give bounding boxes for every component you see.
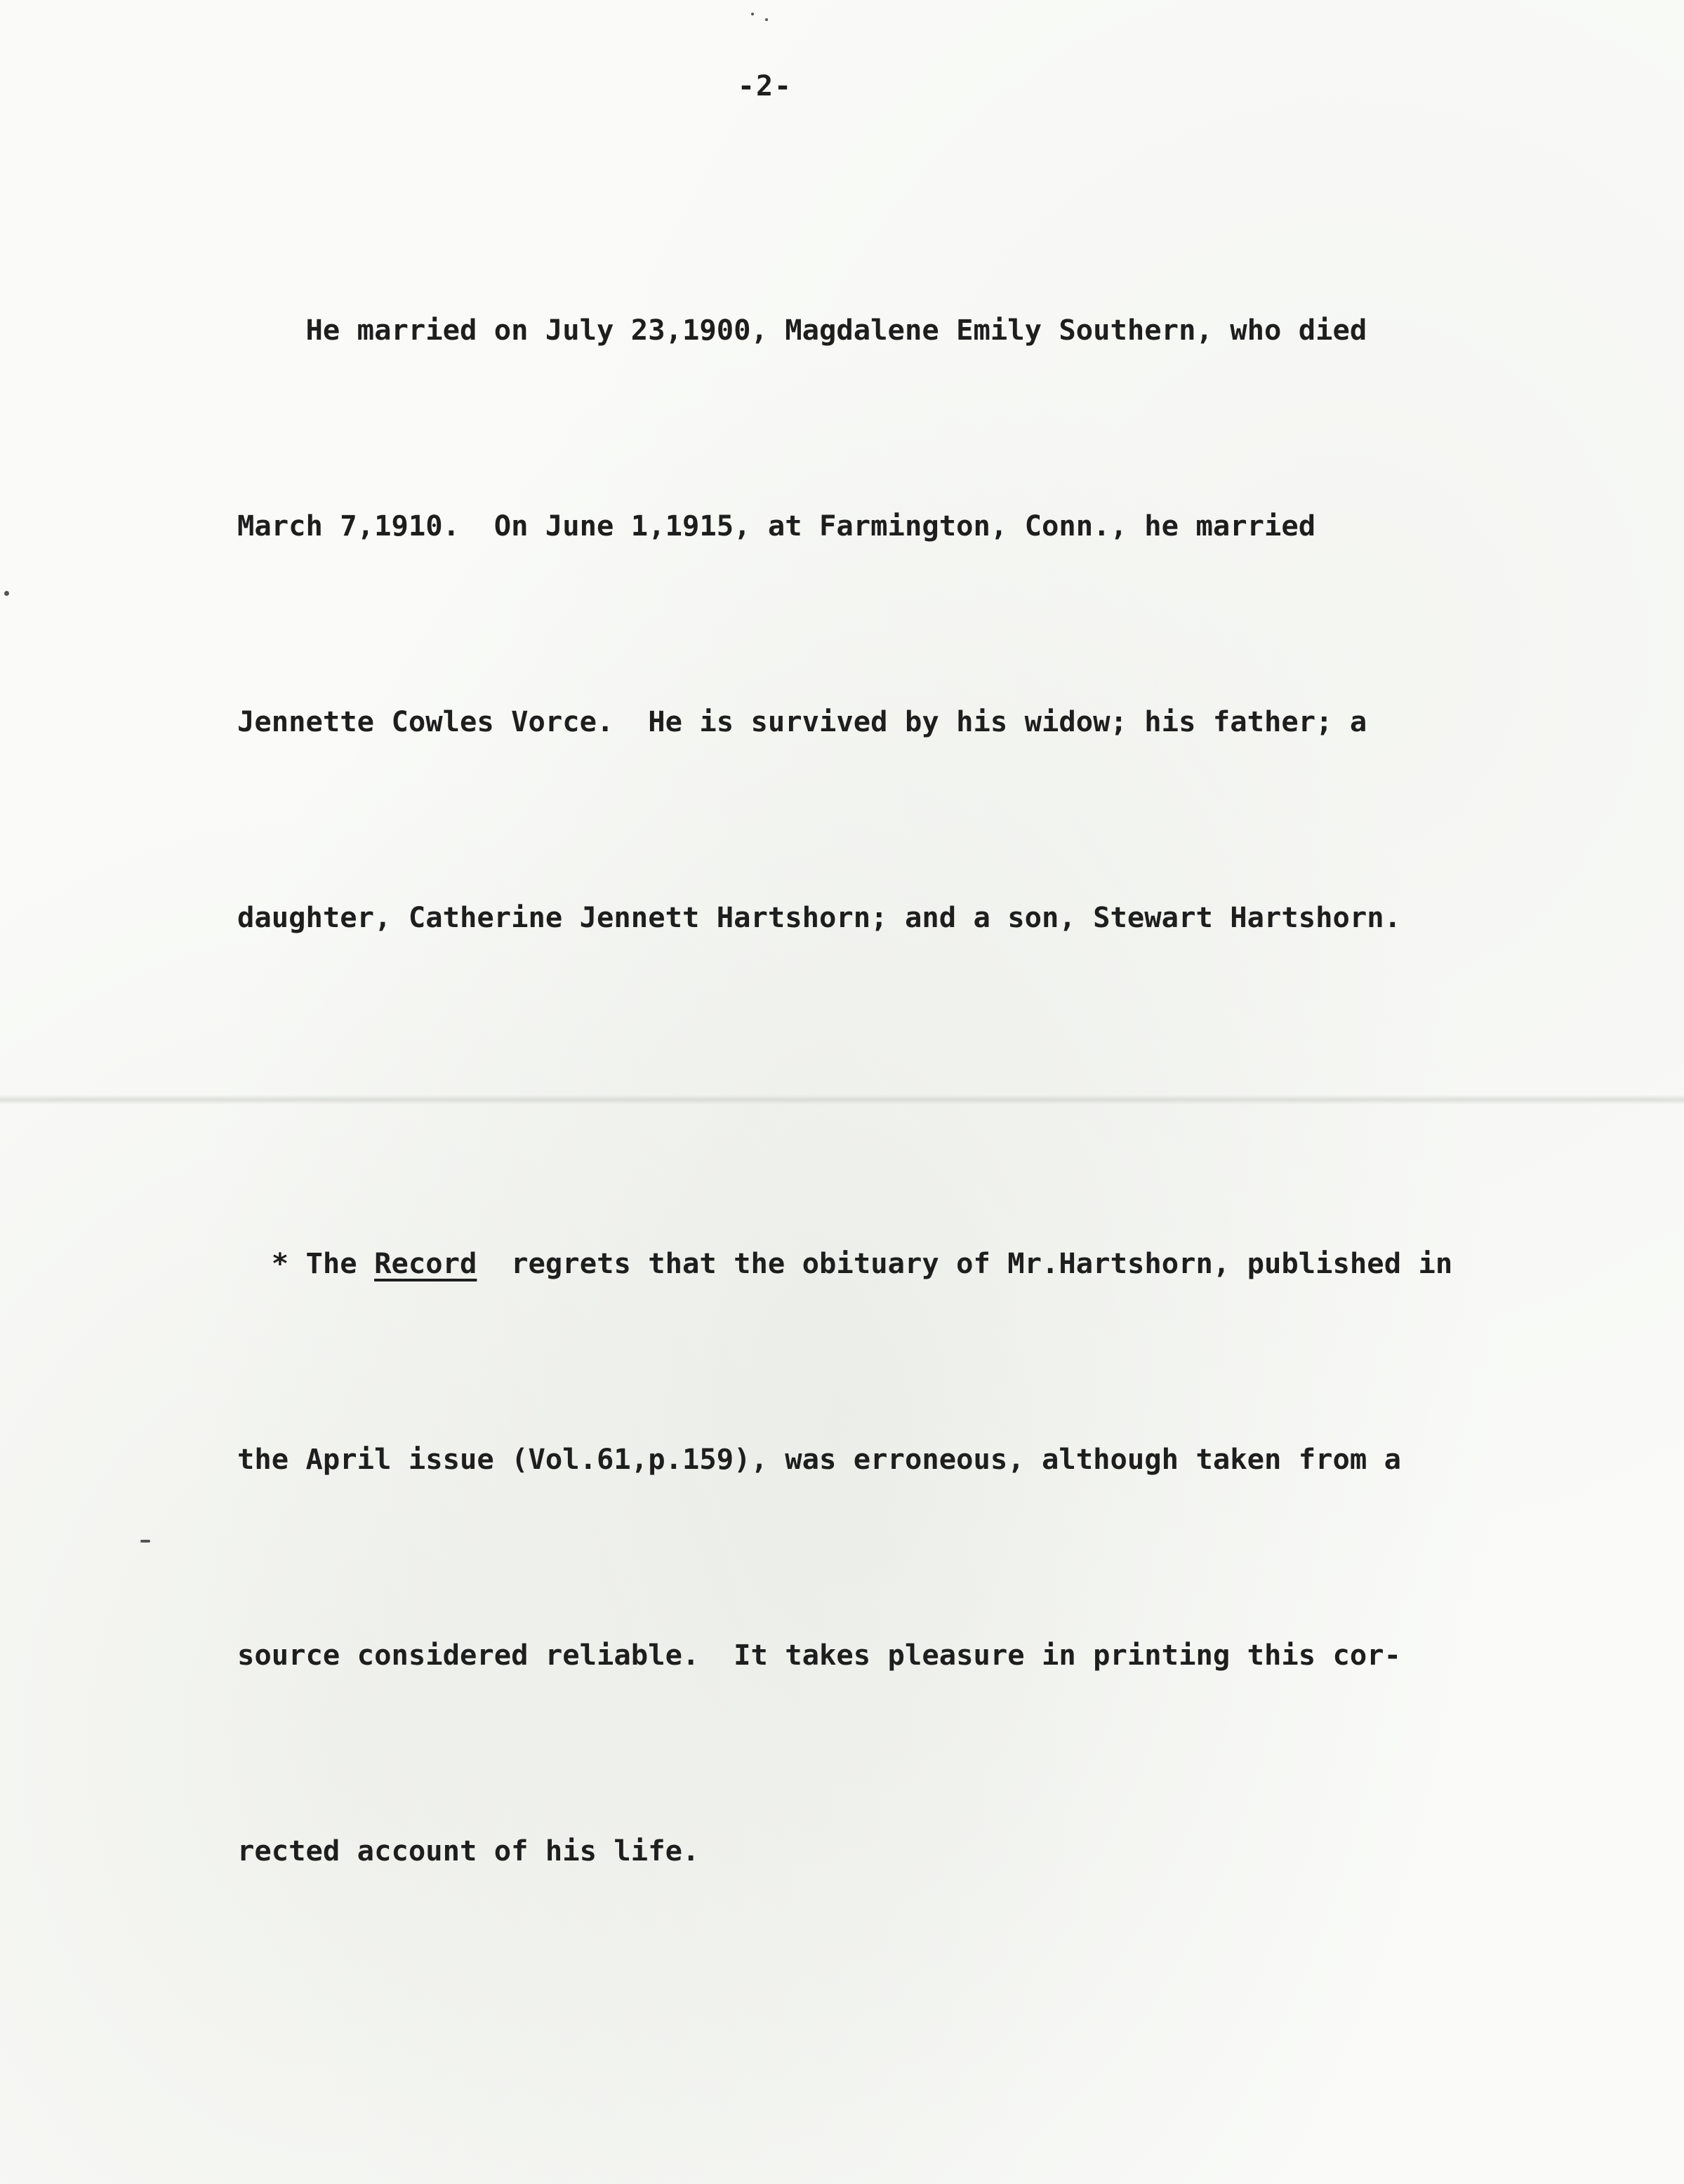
paragraph-line: daughter, Catherine Jennett Hartshorn; and a son, Stewart Hartshorn. [237,900,1402,934]
paragraph-line: He married on July 23,1900, Magdalene Emily Southern, who died [237,313,1367,347]
record-underlined: Record [374,1246,477,1280]
ink-speck [765,18,768,21]
page-number: -2- [737,70,793,102]
note-prefix: * The [237,1246,375,1280]
correction-note [237,1100,1452,1949]
note-suffix: regrets that the obituary of Mr.Hartshorn, published in [477,1246,1453,1280]
note-line: the April issue (Vol.61,p.159), was erroneous, although taken from a [237,1442,1402,1476]
ink-speck [751,13,754,15]
marriage-paragraph [237,167,1401,1016]
ink-speck [4,591,9,596]
paragraph-line: Jennette Cowles Vorce. He is survived by his widow; his father; a [237,705,1367,738]
ink-speck [140,1540,150,1543]
note-line: rected account of his life. [237,1834,700,1867]
paragraph-line: March 7,1910. On June 1,1915, at Farmington, Conn., he married [237,509,1316,542]
note-line [237,1231,1452,1296]
note-line: source considered reliable. It takes pleasure in printing this cor- [237,1638,1402,1672]
